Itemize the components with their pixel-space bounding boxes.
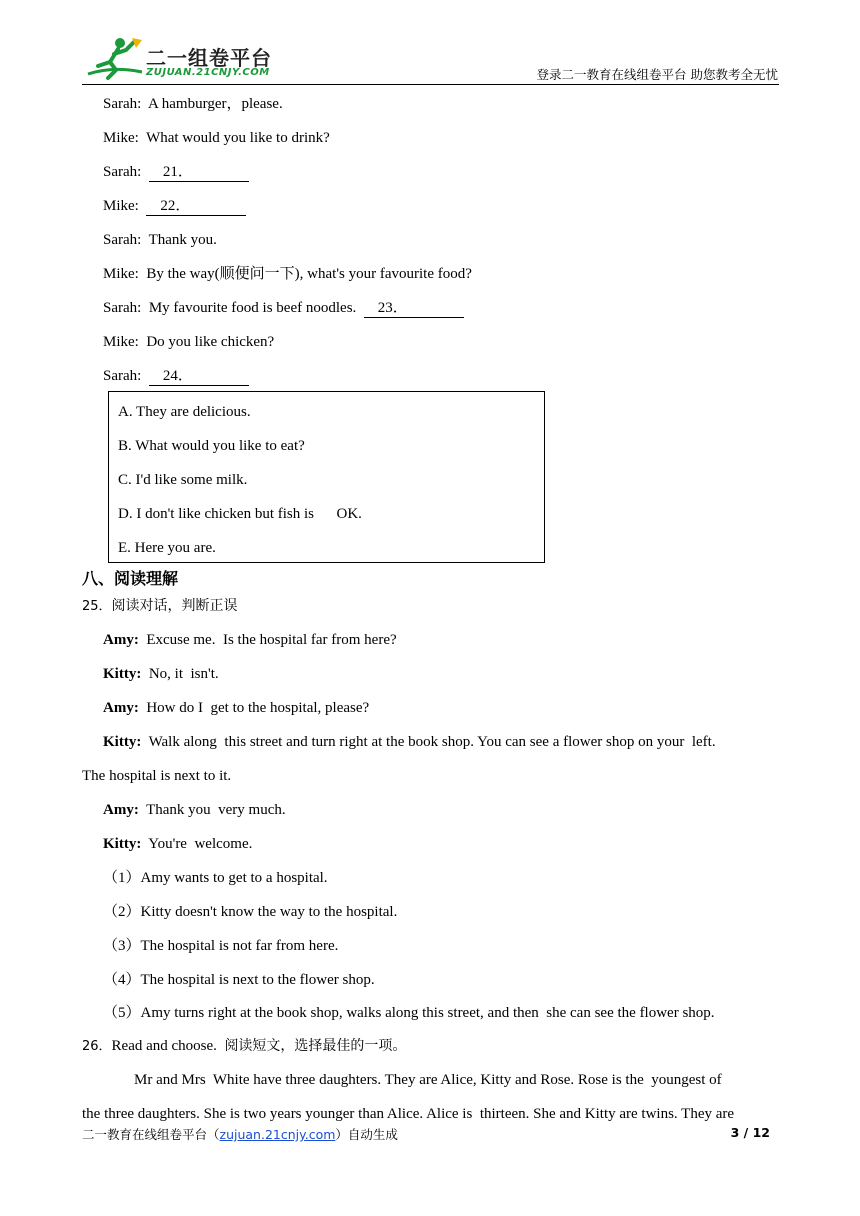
- header-divider: [82, 84, 779, 85]
- dialogue-line: Sarah: Thank you.: [103, 232, 217, 248]
- question-26-heading: 26．Read and choose. 阅读短文，选择最佳的一项。: [82, 1038, 407, 1054]
- option-c: C. I'd like some milk.: [118, 472, 248, 488]
- dialogue-line: Sarah: 24．: [103, 366, 249, 386]
- logo: [84, 36, 284, 82]
- page-number: 3 / 12: [730, 1125, 770, 1140]
- dialogue-line: Kitty: You're welcome.: [103, 836, 253, 852]
- logo-text: 二一组卷平台: [146, 46, 272, 70]
- footer-link[interactable]: zujuan.21cnjy.com: [219, 1127, 336, 1142]
- statement-4: （4）The hospital is next to the flower shop.: [103, 972, 375, 988]
- section-title: 八、阅读理解: [82, 569, 179, 588]
- answer-blank-22[interactable]: 22．: [146, 197, 246, 216]
- dialogue-line: Mike: Do you like chicken?: [103, 334, 275, 350]
- logo-url: ZUJUAN.21CNJY.COM: [146, 67, 270, 78]
- dialogue-line: Sarah: A hamburger，please.: [103, 96, 283, 112]
- dialogue-line: Kitty: Walk along this street and turn right at the book shop. You can see a flower shop on your left.: [103, 734, 716, 750]
- answer-blank-21[interactable]: 21．: [149, 163, 249, 182]
- header-tagline: 登录二一教育在线组卷平台 助您教考全无忧: [536, 67, 778, 82]
- dialogue-line: Amy: Excuse me. Is the hospital far from here?: [103, 632, 397, 648]
- option-d: D. I don't like chicken but fish is OK.: [118, 506, 362, 522]
- dialogue-line: Amy: Thank you very much.: [103, 802, 286, 818]
- statement-2: （2）Kitty doesn't know the way to the hospital.: [103, 904, 398, 920]
- dialogue-line: Sarah: My favourite food is beef noodles. 23．: [103, 298, 464, 318]
- dialogue-line: Mike: By the way(顺便问一下), what's your favourite food?: [103, 266, 472, 282]
- footer-source: 二一教育在线组卷平台（zujuan.21cnjy.com）自动生成: [82, 1127, 398, 1142]
- dialogue-line-continued: The hospital is next to it.: [82, 768, 232, 784]
- dialogue-line: Mike: What would you like to drink?: [103, 130, 330, 146]
- answer-blank-24[interactable]: 24．: [149, 367, 249, 386]
- passage-line: Mr and Mrs White have three daughters. They are Alice, Kitty and Rose. Rose is the youngest of: [134, 1072, 722, 1088]
- passage-line: the three daughters. She is two years younger than Alice. Alice is thirteen. She and Kitty are twins. They are: [82, 1106, 735, 1122]
- statement-1: （1）Amy wants to get to a hospital.: [103, 870, 328, 886]
- answer-blank-23[interactable]: 23．: [364, 299, 464, 318]
- question-25-heading: 25．阅读对话，判断正误: [82, 598, 238, 614]
- dialogue-line: Mike: 22．: [103, 196, 246, 216]
- dialogue-line: Sarah: 21．: [103, 162, 249, 182]
- statement-3: （3）The hospital is not far from here.: [103, 938, 339, 954]
- option-e: E. Here you are.: [118, 540, 216, 556]
- dialogue-line: Kitty: No, it isn't.: [103, 666, 219, 682]
- dialogue-line: Amy: How do I get to the hospital, please?: [103, 700, 370, 716]
- runner-logo-icon: [84, 36, 144, 82]
- statement-5: （5）Amy turns right at the book shop, walks along this street, and then she can see the flower shop.: [103, 1005, 715, 1021]
- option-b: B. What would you like to eat?: [118, 438, 305, 454]
- option-a: A. They are delicious.: [118, 404, 251, 420]
